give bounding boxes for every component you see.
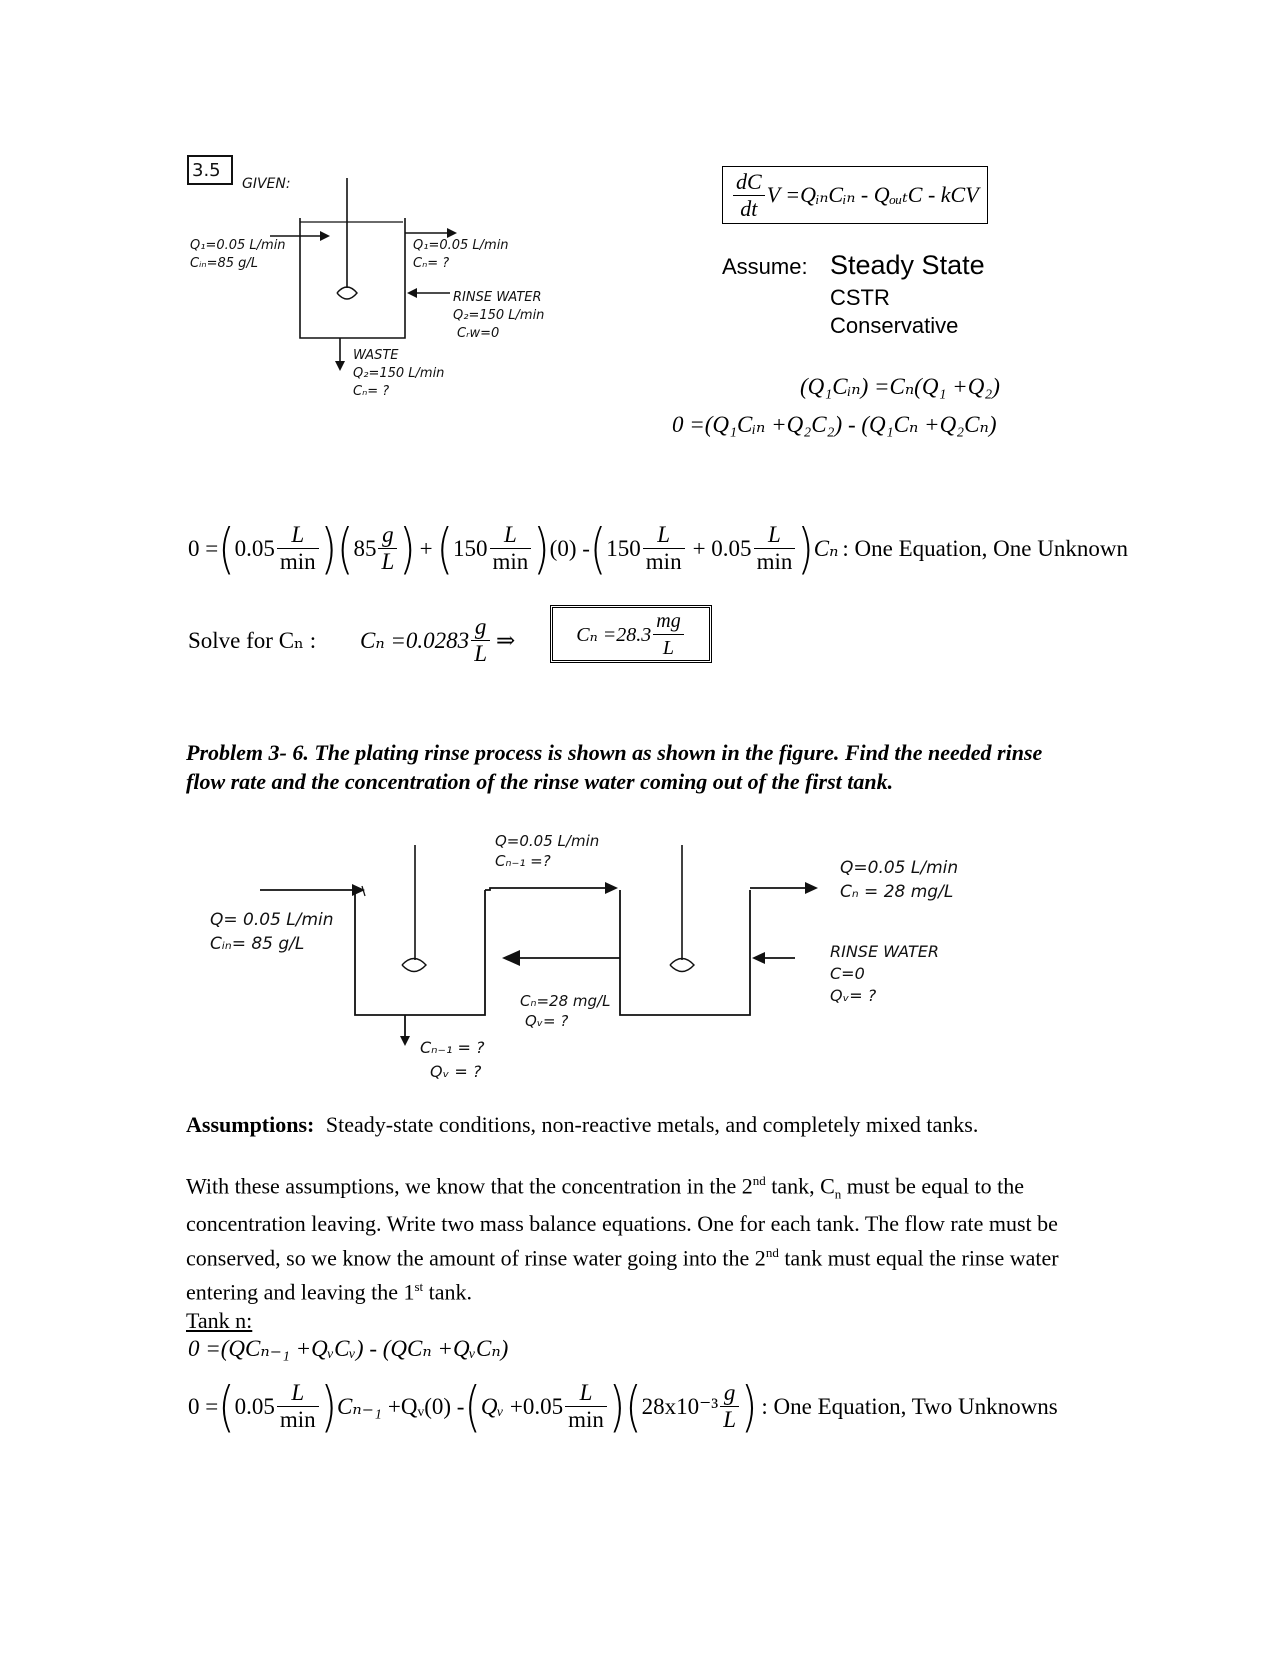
mass-balance-rhs: V =QᵢₙCᵢₙ - QₒᵤₜC - kCV bbox=[766, 182, 979, 207]
mid-c: Cₙ₋₁ =? bbox=[495, 852, 551, 870]
mass-balance-box bbox=[722, 166, 988, 224]
assume-label: Assume: bbox=[722, 254, 808, 279]
rinse-q-2: Qᵥ= ? bbox=[830, 986, 877, 1005]
recycle-q: Qᵥ= ? bbox=[525, 1012, 569, 1030]
rinse-c: Cᵣw=0 bbox=[457, 326, 500, 341]
in-c: Cᵢₙ= 85 g/L bbox=[210, 934, 305, 954]
rinse-c-2: C=0 bbox=[830, 964, 865, 983]
figure-3-5 bbox=[185, 148, 555, 428]
outflow-q: Q₁=0.05 L/min bbox=[413, 238, 509, 253]
tank-n-label: Tank n: bbox=[186, 1308, 253, 1333]
rinse-q: Q₂=150 L/min bbox=[453, 308, 545, 323]
problem-3-6-text: Problem 3- 6. The plating rinse process is shown as shown in the figure. Find the needed rinse flow rate and the concentration of the rinse water coming out of the first tank. bbox=[186, 740, 1043, 794]
answer-box: Cₙ =28.3 $\frac{mg}{L}$ bbox=[550, 605, 712, 663]
inflow-q: Q₁=0.05 L/min bbox=[190, 238, 286, 253]
assume-cstr: CSTR bbox=[830, 285, 890, 310]
rinse-label: RINSE WATER bbox=[453, 290, 542, 305]
mid-q: Q=0.05 L/min bbox=[495, 832, 600, 850]
outflow-c: Cₙ= ? bbox=[413, 256, 450, 271]
assumptions-text: Steady-state conditions, non-reactive metals, and completely mixed tanks. bbox=[325, 1112, 979, 1137]
problem-number: 3.5 bbox=[192, 160, 221, 181]
out-q: Q=0.05 L/min bbox=[840, 858, 959, 878]
waste-c-2: Cₙ₋₁ = ? bbox=[420, 1038, 485, 1057]
waste-q-2: Qᵥ = ? bbox=[430, 1062, 482, 1081]
assumptions-label: Assumptions: bbox=[186, 1112, 315, 1137]
rinse-label-2: RINSE WATER bbox=[830, 942, 939, 961]
inflow-c: Cᵢₙ=85 g/L bbox=[190, 256, 259, 271]
waste-label: WASTE bbox=[353, 348, 399, 363]
waste-c: Cₙ= ? bbox=[353, 384, 390, 399]
tank-n-equation-1: 0 =(QCₙ₋₁ +QᵥCᵥ) - (QCₙ +QᵥCₙ) bbox=[188, 1336, 509, 1361]
given-label: GIVEN: bbox=[242, 176, 291, 192]
recycle-c: Cₙ=28 mg/L bbox=[520, 992, 611, 1010]
figure-3-6 bbox=[190, 830, 1070, 1100]
waste-q: Q₂=150 L/min bbox=[353, 366, 445, 381]
equation-3: 0 =(Q₁Cᵢₙ +Q₂C₂) - (Q₁Cₙ +Q₂Cₙ) bbox=[672, 412, 997, 437]
assume-conservative: Conservative bbox=[830, 313, 959, 338]
tank-n-equation-2: 0 = ( 0.05 $\frac{L}{\min}$ ) Cₙ₋₁ +Qᵥ(0) - ( Qᵥ +0.05 $\frac{L}{\min}$ )( 28x10⁻³ $\frac{g}{L}$ ) : One Equation, Two Unknowns bbox=[188, 1374, 1058, 1439]
dc-dt: $\frac{dC}{dt}$ bbox=[733, 169, 765, 222]
assumptions-line bbox=[186, 1110, 1086, 1139]
solve-label: Solve for Cₙ : bbox=[188, 628, 317, 653]
in-q: Q= 0.05 L/min bbox=[210, 910, 334, 930]
assume-steady-state: Steady State bbox=[830, 250, 985, 280]
out-c: Cₙ = 28 mg/L bbox=[840, 882, 954, 902]
equation-4: 0 = ( 0.05 $\frac{L}{\min}$ )( 85 $\frac{g}{L}$ ) + ( 150 $\frac{L}{\min}$ ) (0) - ( 150 $\frac{L}{\min}$ + 0.05 $\frac{L}{\min}$ ) Cₙ : One Equation, One Unknown bbox=[188, 516, 1128, 581]
solve-equation: Cₙ =0.0283 $\frac{g}{L}$ ⇒ bbox=[360, 614, 516, 666]
equation-2: (Q₁Cᵢₙ) =Cₙ(Q₁ +Q₂) bbox=[800, 374, 1000, 399]
explanation-paragraph: With these assumptions, we know that the concentration in the 2nd tank, $C_n$ must be equal to the concentration leaving. Write two mass balance equations. One for each tank. The flow rate must be conserved, so we know the amount of rinse water going into the 2nd tank must equal the rinse water entering and leaving the 1st tank. bbox=[186, 1173, 1059, 1305]
